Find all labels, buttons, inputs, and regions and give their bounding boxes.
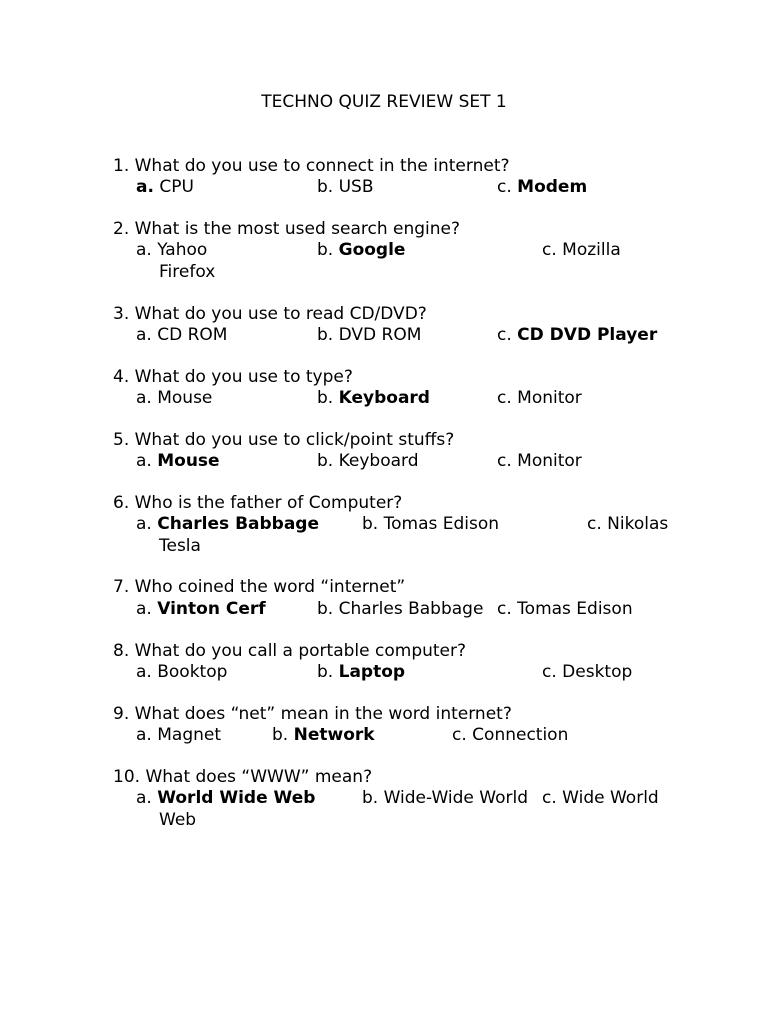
q5-option-b: b. Keyboard [317,451,419,471]
q10-option-c: c. Wide World [542,788,659,808]
q1-option-a: a. CPU [136,177,194,197]
question-7: 7. Who coined the word “internet” [113,577,406,597]
q9-option-c: c. Connection [452,725,569,745]
question-4: 4. What do you use to type? [113,367,353,387]
q9-option-a: a. Magnet [136,725,222,745]
question-1: 1. What do you use to connect in the internet? [113,156,510,176]
question-10: 10. What does “WWW” mean? [113,767,373,787]
q2-option-c-continued: Firefox [159,262,216,282]
question-9: 9. What does “net” mean in the word internet? [113,704,512,724]
q8-option-b: b. Laptop [317,662,406,682]
q2-option-c: c. Mozilla [542,240,621,260]
document-title: TECHNO QUIZ REVIEW SET 1 [261,92,507,112]
q1-option-b: b. USB [317,177,374,197]
q7-option-a: a. Vinton Cerf [136,599,266,619]
q10-option-a: a. World Wide Web [136,788,316,808]
q4-option-a: a. Mouse [136,388,213,408]
q3-option-b: b. DVD ROM [317,325,422,345]
q8-option-a: a. Booktop [136,662,228,682]
q6-option-b: b. Tomas Edison [362,514,500,534]
q2-option-a: a. Yahoo [136,240,208,260]
q2-option-b: b. Google [317,240,406,260]
q6-option-c-continued: Tesla [159,536,201,556]
q3-option-c: c. CD DVD Player [497,325,658,345]
q7-option-c: c. Tomas Edison [497,599,633,619]
q3-option-a: a. CD ROM [136,325,228,345]
q10-option-b: b. Wide-Wide World [362,788,528,808]
q5-option-c: c. Monitor [497,451,582,471]
question-5: 5. What do you use to click/point stuffs? [113,430,455,450]
question-3: 3. What do you use to read CD/DVD? [113,304,427,324]
q6-option-c: c. Nikolas [587,514,669,534]
q9-option-b: b. Network [272,725,375,745]
q1-option-c: c. Modem [497,177,588,197]
q4-option-c: c. Monitor [497,388,582,408]
q5-option-a: a. Mouse [136,451,220,471]
q4-option-b: b. Keyboard [317,388,430,408]
q7-option-b: b. Charles Babbage [317,599,484,619]
q10-option-c-continued: Web [159,810,197,830]
q8-option-c: c. Desktop [542,662,633,682]
question-6: 6. Who is the father of Computer? [113,493,403,513]
question-2: 2. What is the most used search engine? [113,219,461,239]
q6-option-a: a. Charles Babbage [136,514,319,534]
question-8: 8. What do you call a portable computer? [113,641,467,661]
